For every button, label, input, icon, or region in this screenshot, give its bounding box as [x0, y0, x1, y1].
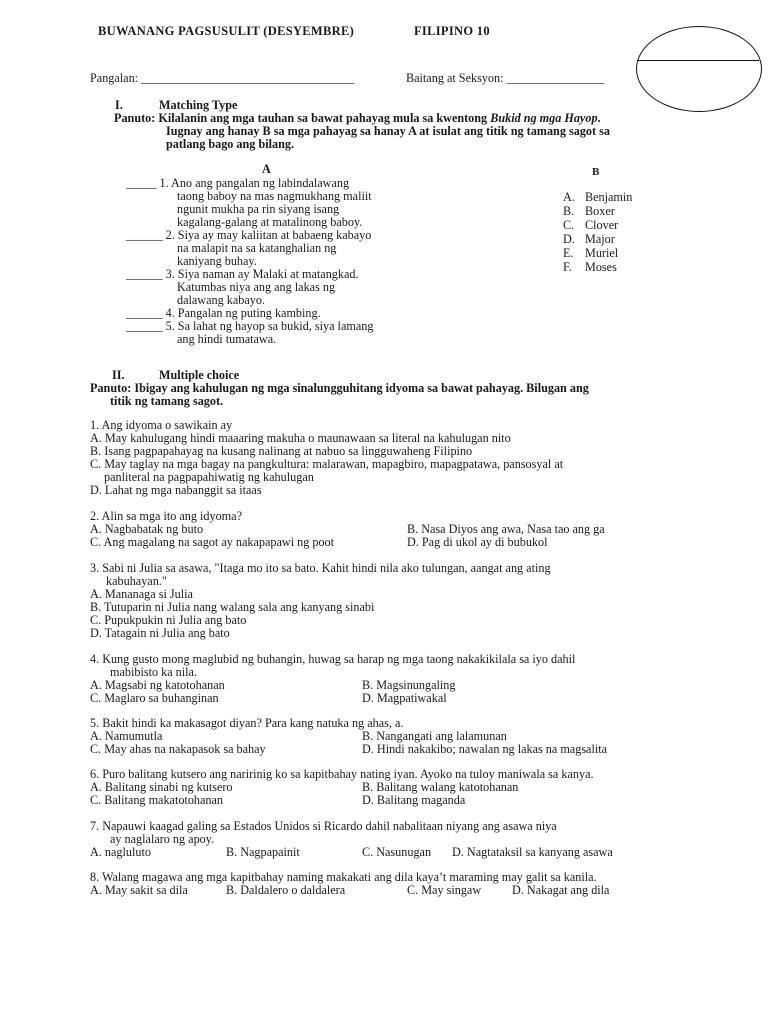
match-item-4: ______ 4. Pangalan ng puting kambing. [126, 306, 321, 320]
q6-choice-b[interactable]: B. Balitang walang katotohanan [362, 780, 519, 794]
section-field[interactable]: Baitang at Seksyon: ________________ [406, 71, 605, 85]
q5-choice-b[interactable]: B. Nangangati ang lalamunan [362, 729, 507, 743]
subject-label: FILIPINO 10 [414, 24, 490, 38]
part2-directions-line2: titik ng tamang sagot. [110, 394, 224, 408]
q1-choice-c-cont: panliteral na pagpapahiwatig ng kahulugan [104, 470, 314, 484]
part2-heading: Multiple choice [159, 368, 240, 382]
match-item-2-cont: na malapit na sa katanghalian ng [177, 241, 337, 255]
part2-directions: Panuto: Ibigay ang kahulugan ng mga sinalungguhitang idyoma sa bawat pahayag. Bilugan ang [90, 381, 589, 395]
match-item-1-cont: ngunit mukha pa rin siyang isang [177, 202, 340, 216]
q4-choice-a[interactable]: A. Magsabi ng katotohanan [90, 678, 225, 692]
q3-choice-b[interactable]: B. Tutuparin ni Julia nang walang sala ang kanyang sinabi [90, 600, 375, 614]
question-7: 7. Napauwi kaagad galing sa Estados Unidos si Ricardo dahil nabalitaan niyang ang asawa niya [90, 819, 557, 833]
name-field[interactable]: Pangalan: ___________________________________ [90, 71, 355, 85]
q2-choice-c[interactable]: C. Ang magalang na sagot ay nakapapawi ng poot [90, 535, 335, 549]
q3-choice-a[interactable]: A. Mananaga si Julia [90, 587, 193, 601]
question-8: 8. Walang magawa ang mga kapitbahay naming makakati ang dila kaya’t maraming may galit sa kanila. [90, 870, 597, 884]
match-item-3-cont: Katumbas niya ang ang lakas ng [177, 280, 336, 294]
question-6: 6. Puro balitang kutsero ang naririnig ko sa kapitbahay nating iyan. Ayoko na tuloy maniwala sa kanya. [90, 767, 594, 781]
q5-choice-a[interactable]: A. Namumutla [90, 729, 163, 743]
q3-choice-c[interactable]: C. Pupukpukin ni Julia ang bato [90, 613, 247, 627]
match-item-1-cont: kagalang-galang at matalinong baboy. [177, 215, 363, 229]
question-4-cont: mabibisto ka nila. [110, 665, 197, 679]
q2-choice-b[interactable]: B. Nasa Diyos ang awa, Nasa tao ang ga [407, 522, 605, 536]
q7-choice-b[interactable]: B. Nagpapainit [226, 845, 300, 859]
q4-choice-c[interactable]: C. Maglaro sa buhanginan [90, 691, 219, 705]
option-d: D. Major [563, 232, 615, 246]
story-title: Bukid ng mga Hayop [490, 111, 598, 125]
question-5: 5. Bakit hindi ka makasagot diyan? Para kang natuka ng ahas, a. [90, 716, 404, 730]
question-3-cont: kabuhayan." [106, 574, 167, 588]
q1-choice-d[interactable]: D. Lahat ng mga nabanggit sa itaas [90, 483, 262, 497]
q5-choice-c[interactable]: C. May ahas na nakapasok sa bahay [90, 742, 266, 756]
q7-choice-d[interactable]: D. Nagtataksil sa kanyang asawa [452, 845, 613, 859]
q1-choice-a[interactable]: A. May kahulugang hindi maaaring makuha o maunawaan sa literal na kahulugan nito [90, 431, 511, 445]
option-f: F. Moses [563, 260, 617, 274]
match-item-3-cont: dalawang kabayo. [177, 293, 265, 307]
q8-choice-a[interactable]: A. May sakit sa dila [90, 883, 188, 897]
q4-choice-d[interactable]: D. Magpatiwakal [362, 691, 447, 705]
question-1: 1. Ang idyoma o sawikain ay [90, 418, 233, 432]
q7-choice-c[interactable]: C. Nasunugan [362, 845, 432, 859]
match-item-1-cont: taong baboy na mas nagmukhang maliit [177, 189, 372, 203]
exam-title: BUWANANG PAGSUSULIT (DESYEMBRE) [98, 24, 355, 38]
q1-choice-c[interactable]: C. May taglay na mga bagay na pangkultura: malarawan, mapagbiro, mapagpatawa, pansosyal at [90, 457, 564, 471]
q7-choice-a[interactable]: A. nagluluto [90, 845, 151, 859]
part1-heading: Matching Type [159, 98, 238, 112]
q8-choice-d[interactable]: D. Nakagat ang dila [512, 883, 610, 897]
match-item-1: _____ 1. Ano ang pangalan ng labindalawang [126, 176, 350, 190]
q8-choice-c[interactable]: C. May singaw [407, 883, 482, 897]
question-4: 4. Kung gusto mong maglubid ng buhangin, huwag sa harap ng mga taong nakakikilala sa iyo dahil [90, 652, 576, 666]
question-3: 3. Sabi ni Julia sa asawa, "Itaga mo ito sa bato. Kahit hindi nila ako tulungan, aangat ang ating [90, 561, 551, 575]
q6-choice-d[interactable]: D. Balitang maganda [362, 793, 466, 807]
match-item-3: ______ 3. Siya naman ay Malaki at matangkad. [126, 267, 359, 281]
score-circle [636, 26, 762, 112]
match-item-5: ______ 5. Sa lahat ng hayop sa bukid, siya lamang [126, 319, 374, 333]
match-item-5-cont: ang hindi tumatawa. [177, 332, 277, 346]
option-e: E. Muriel [563, 246, 619, 260]
q2-choice-d[interactable]: D. Pag di ukol ay di bubukol [407, 535, 548, 549]
q1-choice-b[interactable]: B. Isang pagpapahayag na kusang nalinang at nabuo sa lingguwaheng Filipino [90, 444, 473, 458]
q4-choice-b[interactable]: B. Magsinungaling [362, 678, 456, 692]
q5-choice-d[interactable]: D. Hindi nakakibo; nawalan ng lakas na magsalita [362, 742, 608, 756]
option-c: C. Clover [563, 218, 619, 232]
question-7-cont: ay naglalaro ng apoy. [110, 832, 215, 846]
question-2: 2. Alin sa mga ito ang idyoma? [90, 509, 242, 523]
q6-choice-a[interactable]: A. Balitang sinabi ng kutsero [90, 780, 233, 794]
option-a: A. Benjamin [563, 190, 633, 204]
q3-choice-d[interactable]: D. Tatagain ni Julia ang bato [90, 626, 230, 640]
q2-choice-a[interactable]: A. Nagbabatak ng buto [90, 522, 204, 536]
score-circle-divider [637, 60, 759, 61]
match-item-2-cont: kaniyang buhay. [177, 254, 257, 268]
part1-directions-line2: Iugnay ang hanay B sa mga pahayag sa hanay A at isulat ang titik ng tamang sagot sa [166, 124, 610, 138]
column-a-heading: A [262, 162, 271, 176]
part1-directions: Panuto: Kilalanin ang mga tauhan sa bawat pahayag mula sa kwentong Bukid ng mga Hayop. [114, 111, 601, 125]
column-b-heading: B [592, 166, 600, 178]
part1-directions-line3: patlang bago ang bilang. [166, 137, 295, 151]
match-item-2: ______ 2. Siya ay may kaliitan at babaeng kabayo [126, 228, 372, 242]
option-b: B. Boxer [563, 204, 615, 218]
part2-number: II. [112, 368, 125, 382]
q8-choice-b[interactable]: B. Daldalero o daldalera [226, 883, 346, 897]
part1-number: I. [115, 98, 123, 112]
q6-choice-c[interactable]: C. Balitang makatotohanan [90, 793, 224, 807]
